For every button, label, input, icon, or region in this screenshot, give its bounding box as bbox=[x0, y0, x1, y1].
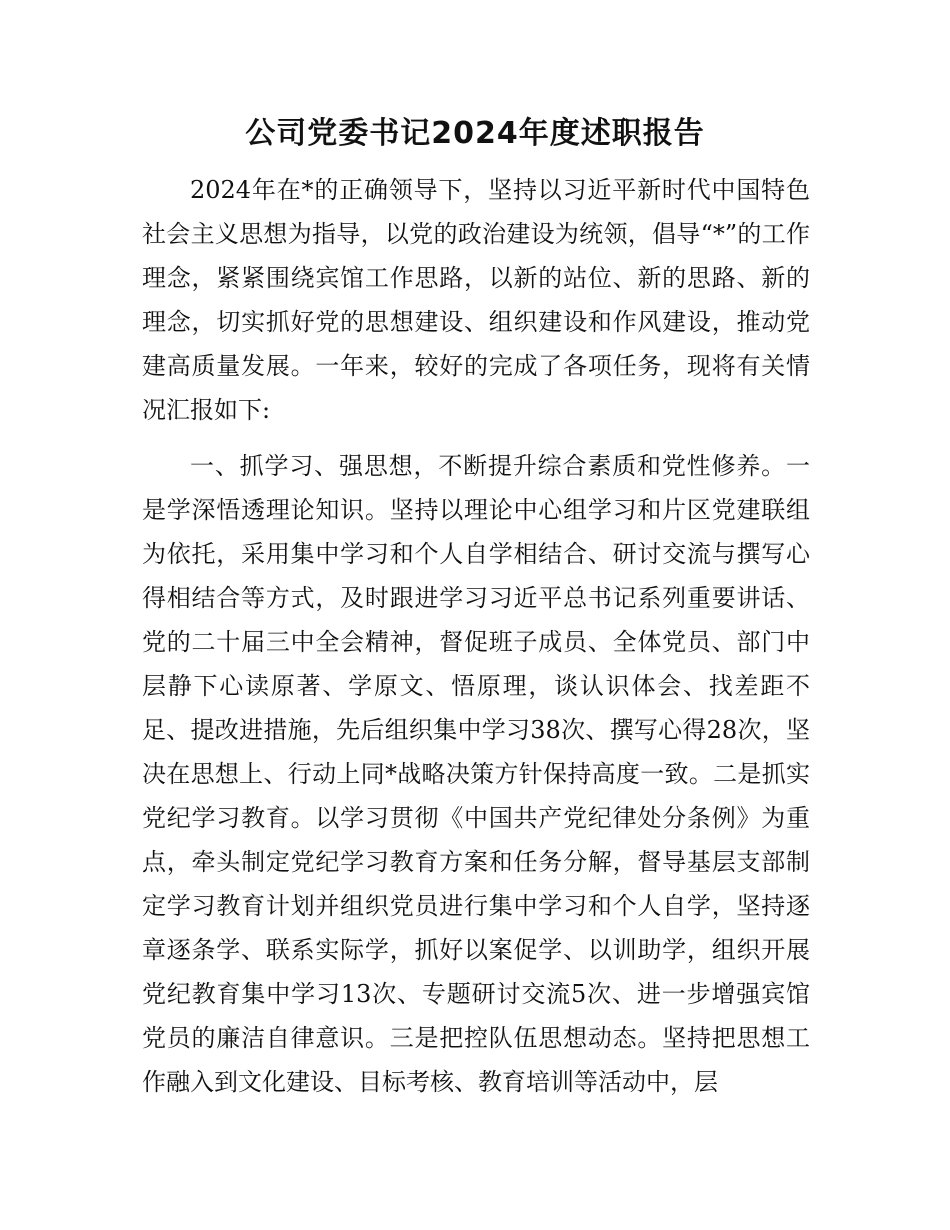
document-body bbox=[142, 168, 810, 1104]
section-one-paragraph: 一、抓学习、强思想，不断提升综合素质和党性修养。一是学深悟透理论知识。坚持以理论中心组学习和片区党建联组为依托，采用集中学习和个人自学相结合、研讨交流与撰写心得相结合等方式，及时跟进学习习近平总书记系列重要讲话、党的二十届三中全会精神，督促班子成员、全体党员、部门中层静下心读原著、学原文、悟原理，谈认识体会、找差距不足、提改进措施，先后组织集中学习38次、撰写心得28次，坚决在思想上、行动上同*战略决策方针保持高度一致。二是抓实党纪学习教育。以学习贯彻《中国共产党纪律处分条例》为重点，牵头制定党纪学习教育方案和任务分解，督导基层支部制定学习教育计划并组织党员进行集中学习和个人自学，坚持逐章逐条学、联系实际学，抓好以案促学、以训助学，组织开展党纪教育集中学习13次、专题研讨交流5次、进一步增强宾馆党员的廉洁自律意识。三是把控队伍思想动态。坚持把思想工作融入到文化建设、目标考核、教育培训等活动中，层 bbox=[142, 452, 810, 1096]
document-title: 公司党委书记2024年度述职报告 bbox=[245, 116, 705, 151]
intro-paragraph: 2024年在*的正确领导下，坚持以习近平新时代中国特色社会主义思想为指导，以党的政治建设为统领，倡导“*”的工作理念，紧紧围绕宾馆工作思路，以新的站位、新的思路、新的理念，切实抓好党的思想建设、组织建设和作风建设，推动党建高质量发展。一年来，较好的完成了各项任务，现将有关情况汇报如下: bbox=[142, 176, 810, 424]
